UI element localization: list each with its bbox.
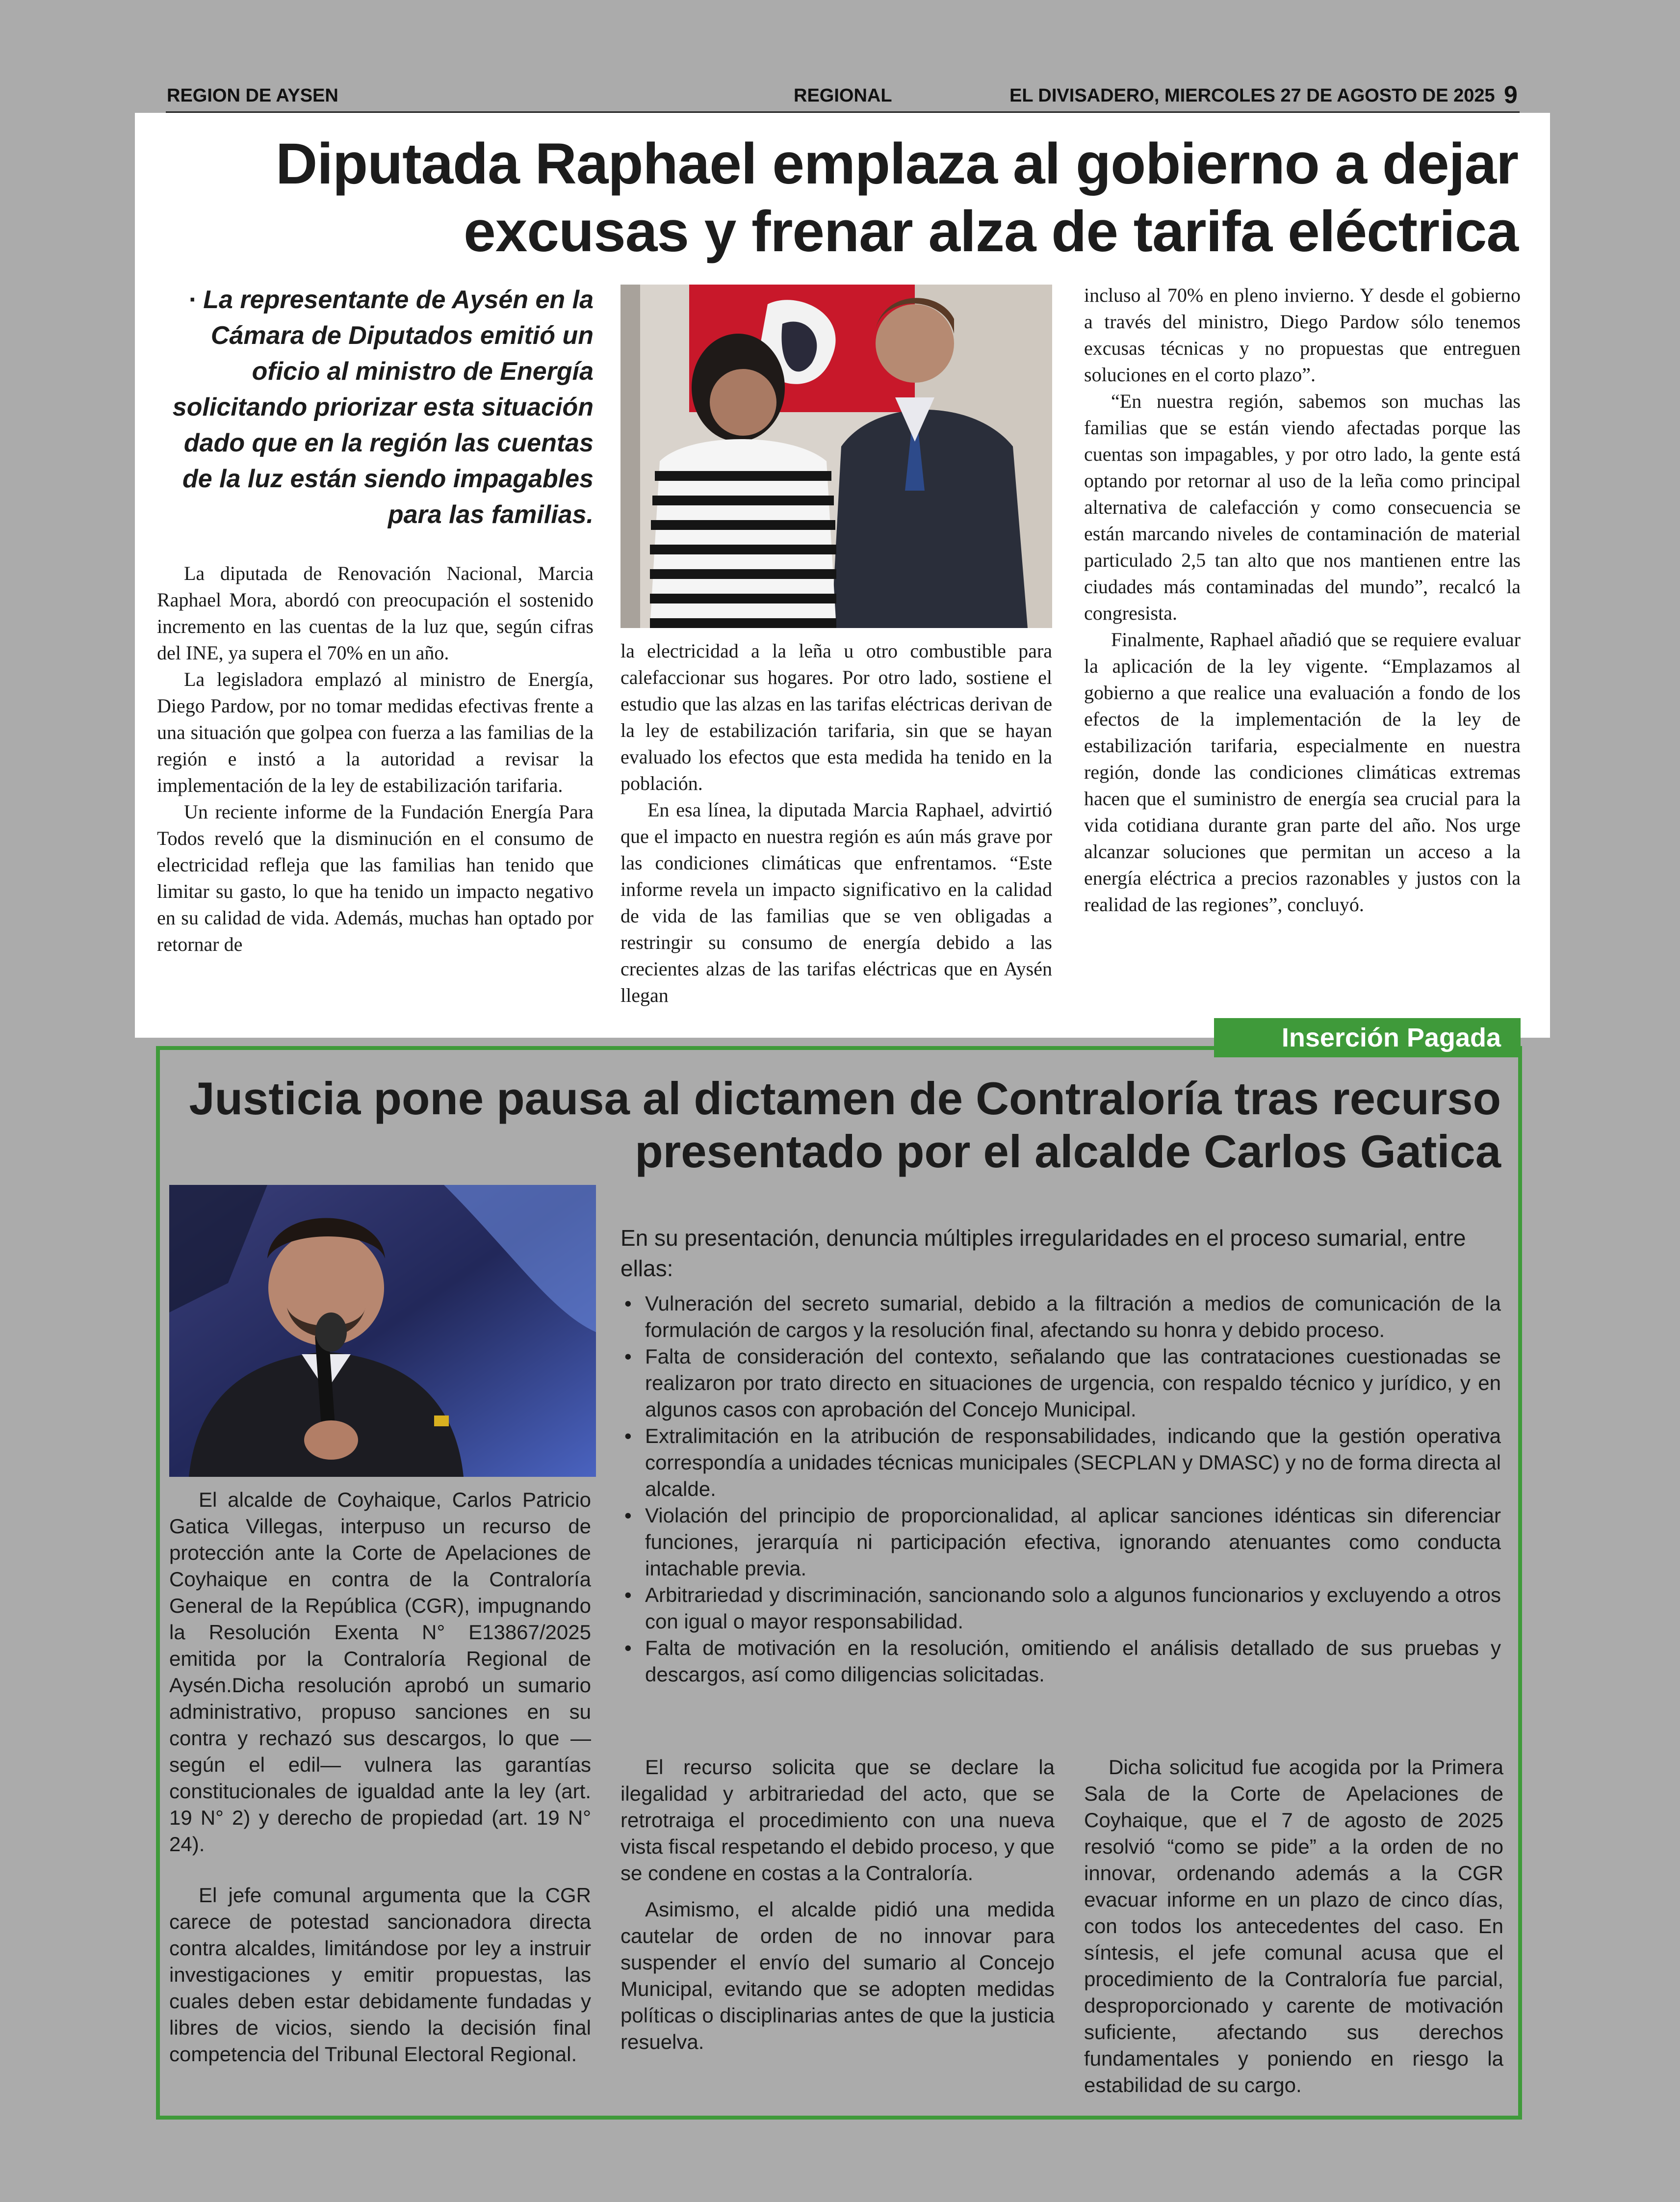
paid-insertion-badge: Inserción Pagada [1214, 1018, 1521, 1057]
lead-bullet: · [188, 286, 198, 314]
headline-line-1: Justicia pone pausa al dictamen de Contraloría tras recurso [189, 1073, 1501, 1124]
article1-column-2 [620, 638, 1052, 1009]
paragraph: En esa línea, la diputada Marcia Raphael, advirtió que el impacto en nuestra región es aún más grave por las condiciones climáticas que enfrentamos. “Este informe revela un impacto significativo en la calidad de vida de las familias que se ven obligadas a restringir su consumo de energía debido a las crecientes alzas de las tarifas eléctricas que en Aysén llegan [620, 799, 1052, 1006]
dateline: EL DIVISADERO, MIERCOLES 27 DE AGOSTO DE 2025 [1009, 85, 1495, 106]
list-item [620, 1635, 1501, 1688]
article1-headline [243, 130, 1518, 265]
lead-text: La representante de Aysén en la Cámara de Diputados emitió un oficio al ministro de Energía solicitando priorizar esta situación dado que en la región las cuentas de la luz están siendo impagables para las familias. [172, 286, 594, 529]
headline-line-1: Diputada Raphael emplaza al gobierno a dejar [276, 131, 1518, 196]
article2-middle-column [620, 1754, 1055, 2055]
article2-left-column [169, 1487, 591, 2068]
paragraph: incluso al 70% en pleno invierno. Y desde el gobierno a través del ministro, Diego Pardow sólo tenemos excusas técnicas y no propuestas que entreguen soluciones en el corto plazo”. [1084, 284, 1521, 386]
list-item [620, 1582, 1501, 1635]
headline-line-2: excusas y frenar alza de tarifa eléctrica [464, 199, 1518, 264]
list-item-text: Vulneración del secreto sumarial, debido a la filtración a medios de comunicación de la formulación de cargos y la resolución final, afectando su honra y debido proceso. [645, 1292, 1501, 1341]
article1-column-1 [157, 560, 594, 958]
photo-raphael-pardow [620, 285, 1052, 628]
paragraph: La diputada de Renovación Nacional, Marcia Raphael Mora, abordó con preocupación el sostenido incremento en las cuentas de la luz que, según cifras del INE, ya supera el 70% en un año. [157, 562, 594, 664]
bullet-dot: • [624, 1424, 632, 1447]
paragraph: La legisladora emplazó al ministro de Energía, Diego Pardow, por no tomar medidas efectivas frente a una situación que golpea con fuerza a las familias de la región e instó a la autoridad a revisar la implementación de la ley de estabilización tarifaria. [157, 668, 594, 796]
article1-column-3 [1084, 282, 1521, 918]
list-item-text: Falta de consideración del contexto, señalando que las contrataciones cuestionadas se realizaron por trato directo en situaciones de urgencia, con respaldo técnico y jurídico, y en algunos casos con aprobación del Concejo Municipal. [645, 1345, 1501, 1421]
list-item [620, 1343, 1501, 1423]
paragraph: Dicha solicitud fue acogida por la Primera Sala de la Corte de Apelaciones de Coyhaique, que el 7 de agosto de 2025 resolvió “como se pide” a la orden de no innovar, ordenando además a la CGR evacuar informe en un plazo de cinco días, con todos los antecedentes del caso. En síntesis, el jefe comunal acusa que el procedimiento de la Contraloría fue parcial, desproporcionado y carente de motivación suficiente, afectando sus derechos fundamentales y poniendo en riesgo la estabilidad de su cargo. [1084, 1756, 1503, 2097]
article-raphael [135, 113, 1550, 1038]
list-item-text: Violación del principio de proporcionalidad, al aplicar sanciones idénticas sin diferenciar funciones, jerarquía ni participación efectiva, ignorando atenuantes como conducta intachable previa. [645, 1504, 1501, 1580]
list-item [620, 1423, 1501, 1502]
page-number: 9 [1504, 81, 1518, 108]
paragraph: la electricidad a la leña u otro combustible para calefaccionar sus hogares. Por otro lado, sostiene el estudio que las alzas en las tarifas eléctricas derivan de la ley de estabilización tarifaria, sin que se hayan evaluado los efectos que esta medida ha tenido en la población. [620, 640, 1052, 794]
bullet-dot: • [624, 1292, 632, 1315]
bullet-dot: • [624, 1504, 632, 1527]
paragraph: Finalmente, Raphael añadió que se requiere evaluar la aplicación de la ley vigente. “Emplazamos al gobierno a que realice una evaluación a fondo de los efectos de la implementación de la ley de estabilización tarifaria, especialmente en nuestra región, donde las condiciones climáticas extremas hacen que el suministro de energía sea crucial para la vida cotidiana durante gran parte del año. Nos urge alcanzar soluciones que permitan un acceso a la energía eléctrica a precios razonables y justos con la realidad de las regiones”, concluyó. [1084, 629, 1521, 916]
list-item-text: Extralimitación en la atribución de responsabilidades, indicando que la gestión operativa correspondía a unidades técnicas municipales (SECPLAN y DMASC) y no de forma directa al alcalde. [645, 1424, 1501, 1500]
irregularities-list [620, 1290, 1501, 1688]
list-item [620, 1502, 1501, 1582]
bullet-dot: • [624, 1345, 632, 1368]
list-item [620, 1290, 1501, 1343]
bullet-dot: • [624, 1583, 632, 1606]
list-item-text: Falta de motivación en la resolución, omitiendo el análisis detallado de sus pruebas y descargos, así como diligencias solicitadas. [645, 1636, 1501, 1686]
article2-right-column [1084, 1754, 1503, 2098]
paragraph: Asimismo, el alcalde pidió una medida cautelar de orden de no innovar para suspender el envío del sumario al Concejo Municipal, evitando que se adopten medidas políticas o disciplinarias antes de que la justicia resuelva. [620, 1898, 1055, 2053]
list-item-text: Arbitrariedad y discriminación, sancionando solo a algunos funcionarios y excluyendo a otros con igual o mayor responsabilidad. [645, 1583, 1501, 1633]
page-header [166, 83, 1520, 113]
paragraph: El jefe comunal argumenta que la CGR carece de potestad sancionadora directa contra alcaldes, limitándose por ley a instruir investigaciones y emitir propuestas, las cuales deben estar debidamente fundadas y libres de vicios, siendo la decisión final competencia del Tribunal Electoral Regional. [169, 1884, 591, 2066]
paragraph: Un reciente informe de la Fundación Energía Para Todos reveló que la disminución en el consumo de electricidad refleja que las familias han tenido que limitar su gasto, lo que ha tenido un impacto negativo en su calidad de vida. Además, muchas han optado por retornar de [157, 801, 594, 955]
headline-line-2: presentado por el alcalde Carlos Gatica [635, 1126, 1501, 1177]
section-region: REGION DE AYSEN [167, 85, 338, 106]
photo-gatica [169, 1185, 596, 1477]
paragraph: El recurso solicita que se declare la ilegalidad y arbitrariedad del acto, que se retrotraiga el procedimiento con una nueva vista fiscal respetando el debido proceso, y que se condene en costas a la Contraloría. [620, 1756, 1055, 1885]
article1-lead [162, 282, 594, 533]
paragraph: El alcalde de Coyhaique, Carlos Patricio Gatica Villegas, interpuso un recurso de protección ante la Corte de Apelaciones de Coyhaique en contra de la Contraloría General de la República (CGR), impugnando la Resolución Exenta N° E13867/2025 emitida por la Contraloría Regional de Aysén.Dicha resolución aprobó un sumario administrativo, propuso sanciones en su contra y rechazó sus descargos, lo que —según el edil— vulnera las garantías constitucionales de igualdad ante la ley (art. 19 N° 2) y derecho de propiedad (art. 19 N° 24). [169, 1488, 591, 1856]
paragraph: “En nuestra región, sabemos son muchas las familias que se están viendo afectadas porque las cuentas son impagables, y por otro lado, la gente está optando por retornar al uso de la leña como principal alternativa de calefacción y como consecuencia se están marcando niveles de contaminación de material particulado 2,5 tan alto que nos mantienen entre las ciudades más contaminadas del mundo”, recalcó la congresista. [1084, 390, 1521, 624]
bullet-dot: • [624, 1636, 632, 1659]
article2-headline [177, 1072, 1501, 1178]
article2-intro: En su presentación, denuncia múltiples irregularidades en el proceso sumarial, entre ellas: [620, 1225, 1466, 1281]
section-name: REGIONAL [794, 85, 892, 106]
